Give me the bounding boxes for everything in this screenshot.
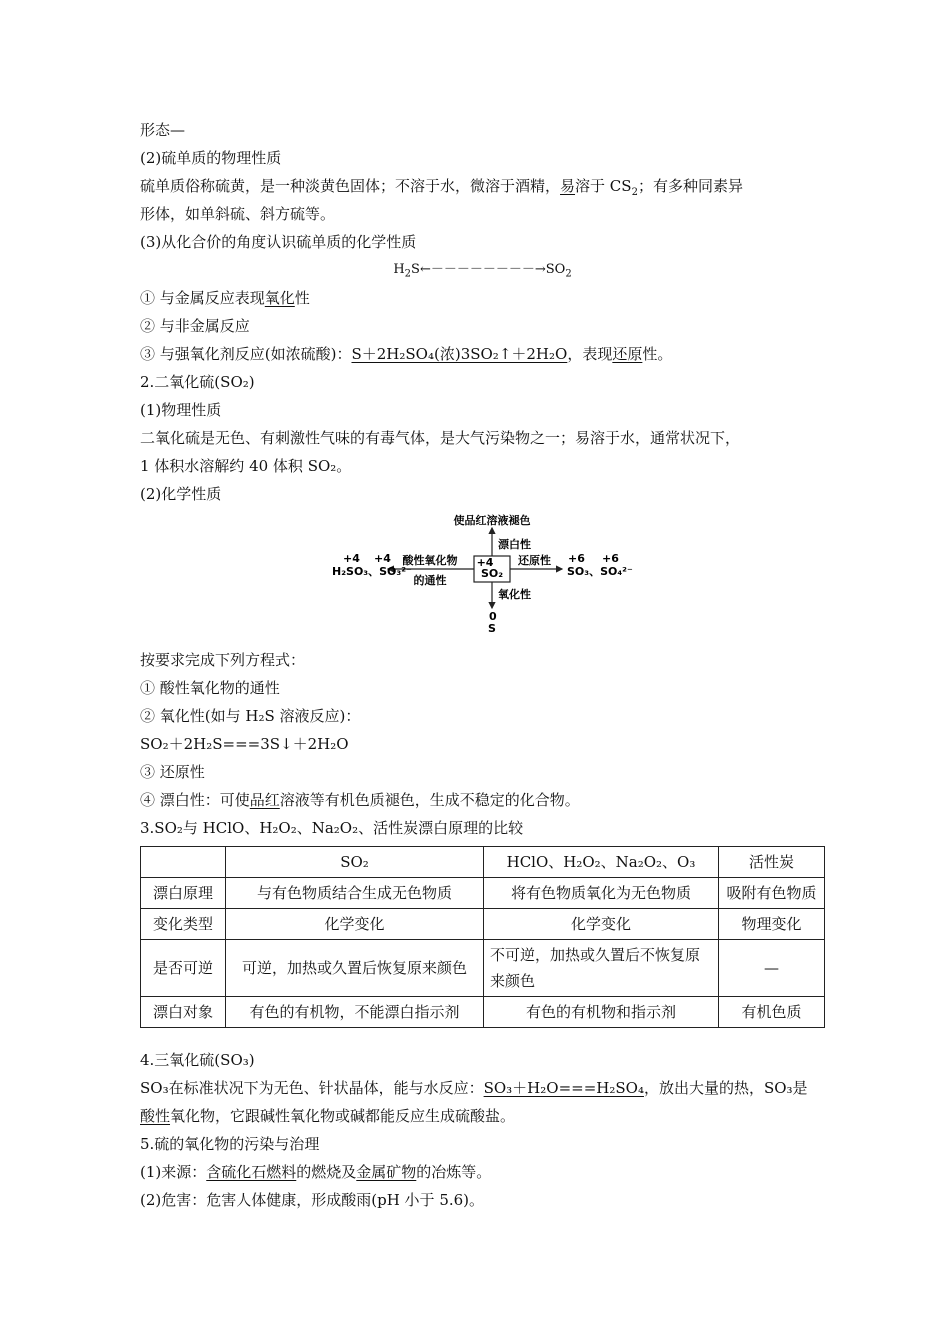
section-heading: 5.硫的氧化物的污染与治理 bbox=[140, 1135, 320, 1153]
table-cell: 化学变化 bbox=[226, 909, 484, 940]
table-cell: 与有色物质结合生成无色物质 bbox=[226, 878, 484, 909]
section-heading: 2.二氧化硫(SO₂) bbox=[140, 373, 255, 391]
text-line bbox=[140, 172, 825, 200]
text-line: 1 体积水溶解约 40 体积 SO₂。 bbox=[140, 457, 352, 475]
acidic-oxide-label: 酸性氧化物 bbox=[402, 554, 458, 567]
text-span: 溶液等有机色质褪色，生成不稳定的化合物。 bbox=[279, 791, 580, 809]
underlined-answer: 含硫化石燃料 bbox=[206, 1163, 297, 1181]
table-cell: 活性炭 bbox=[719, 847, 825, 878]
text-line: 二氧化硫是无色、有刺激性气味的有毒气体，是大气污染物之一；易溶于水，通常状况下， bbox=[140, 429, 741, 447]
valence-arrow bbox=[140, 256, 825, 284]
top-label: 使品红溶液褪色 bbox=[453, 514, 531, 527]
underlined-answer: 还原 bbox=[612, 345, 643, 363]
table-cell: 可逆，加热或久置后恢复原来颜色 bbox=[226, 940, 484, 997]
text-line: (2)危害：危害人体健康，形成酸雨(pH 小于 5.6)。 bbox=[140, 1191, 485, 1209]
subscript: 2 bbox=[404, 268, 412, 280]
text-line bbox=[140, 284, 825, 312]
reducing-label: 还原性 bbox=[518, 554, 551, 567]
subscript: 2 bbox=[565, 268, 572, 280]
underlined-answer: 易 bbox=[560, 177, 576, 195]
underlined-answer: 氧化 bbox=[264, 289, 295, 307]
text-line bbox=[140, 340, 825, 368]
text-span: ，表现 bbox=[567, 345, 613, 363]
oxidation-state: +6 bbox=[602, 552, 619, 565]
document-page bbox=[140, 116, 825, 1214]
bleaching-label: 漂白性 bbox=[498, 538, 531, 551]
table-cell: HClO、H₂O₂、Na₂O₂、O₃ bbox=[484, 847, 719, 878]
bottom-species: S bbox=[488, 622, 496, 635]
section-heading: (2)硫单质的物理性质 bbox=[140, 149, 282, 167]
table-cell bbox=[141, 847, 226, 878]
table-cell: — bbox=[719, 940, 825, 997]
table-cell: 有色的有机物和指示剂 bbox=[484, 997, 719, 1028]
section-heading: 4.三氧化硫(SO₃) bbox=[140, 1051, 255, 1069]
text-span: ③ 与强氧化剂反应(如浓硫酸)： bbox=[140, 345, 352, 363]
section-heading: 3.SO₂与 HClO、H₂O₂、Na₂O₂、活性炭漂白原理的比较 bbox=[140, 819, 524, 837]
oxidation-state: 0 bbox=[489, 610, 497, 623]
underlined-equation: S＋2H₂SO₄(浓)3SO₂↑＋2H₂O bbox=[351, 345, 568, 363]
text-span: ① 与金属反应表现 bbox=[140, 289, 265, 307]
text-line bbox=[140, 1102, 825, 1130]
underlined-answer: 金属矿物 bbox=[356, 1163, 417, 1181]
text-span: 性。 bbox=[642, 345, 673, 363]
text-line: ② 氧化性(如与 H₂S 溶液反应)： bbox=[140, 707, 361, 725]
text-line: 形态— bbox=[140, 121, 186, 139]
oxidation-state: +6 bbox=[568, 552, 585, 565]
table-cell: 有机色质 bbox=[719, 997, 825, 1028]
text-line bbox=[140, 786, 825, 814]
equation-line: SO₂＋2H₂S===3S↓＋2H₂O bbox=[140, 735, 349, 753]
table-row bbox=[141, 909, 825, 940]
text-line: ① 酸性氧化物的通性 bbox=[140, 679, 280, 697]
table-cell: 漂白原理 bbox=[141, 878, 226, 909]
acidic-oxide-label-2: 的通性 bbox=[413, 574, 447, 587]
table-cell: 变化类型 bbox=[141, 909, 226, 940]
text-span: 的燃烧及 bbox=[296, 1163, 357, 1181]
text-span: SO₃在标准状况下为无色、针状晶体，能与水反应： bbox=[140, 1079, 484, 1097]
text-span: H bbox=[393, 262, 405, 277]
text-span: 氧化物，它跟碱性氧化物或碱都能反应生成硫酸盐。 bbox=[170, 1107, 516, 1125]
text-span: 溶于 CS bbox=[575, 177, 632, 195]
underlined-answer: 酸性 bbox=[140, 1107, 171, 1125]
table-cell: 漂白对象 bbox=[141, 997, 226, 1028]
double-arrow: ←－－－－－－－－→ bbox=[419, 262, 546, 277]
text-span: 硫单质俗称硫黄，是一种淡黄色固体；不溶于水，微溶于酒精， bbox=[140, 177, 561, 195]
text-line: 形体，如单斜硫、斜方硫等。 bbox=[140, 205, 336, 223]
table-cell: 化学变化 bbox=[484, 909, 719, 940]
text-line bbox=[140, 1074, 825, 1102]
table-cell: 物理变化 bbox=[719, 909, 825, 940]
text-span: ④ 漂白性：可使 bbox=[140, 791, 250, 809]
text-span: S bbox=[411, 262, 420, 277]
table-cell: 不可逆，加热或久置后不恢复原来颜色 bbox=[484, 940, 719, 997]
table-cell: 吸附有色物质 bbox=[719, 878, 825, 909]
section-heading: (3)从化合价的角度认识硫单质的化学性质 bbox=[140, 233, 417, 251]
text-line: 按要求完成下列方程式： bbox=[140, 651, 306, 669]
so2-property-diagram bbox=[140, 512, 825, 640]
table-cell: SO₂ bbox=[226, 847, 484, 878]
underlined-answer: 品红 bbox=[249, 791, 280, 809]
text-line: ③ 还原性 bbox=[140, 763, 205, 781]
subscript: 2 bbox=[631, 187, 638, 198]
center-species: SO₂ bbox=[480, 567, 504, 580]
text-span: (1)来源： bbox=[140, 1163, 207, 1181]
text-span: 性 bbox=[294, 289, 310, 307]
text-span: ；有多种同素异 bbox=[637, 177, 743, 195]
text-line: ② 与非金属反应 bbox=[140, 317, 250, 335]
underlined-equation: SO₃＋H₂O===H₂SO₄ bbox=[483, 1079, 644, 1097]
right-species: SO₃、SO₄²⁻ bbox=[567, 565, 633, 578]
diagram-svg bbox=[140, 512, 825, 640]
bleaching-comparison-table bbox=[140, 846, 825, 1028]
table-cell: 将有色物质氧化为无色物质 bbox=[484, 878, 719, 909]
table-cell: 是否可逆 bbox=[141, 940, 226, 997]
oxidizing-label: 氧化性 bbox=[498, 588, 531, 601]
section-heading: (2)化学性质 bbox=[140, 485, 222, 503]
table-row bbox=[141, 878, 825, 909]
text-span: SO bbox=[545, 262, 566, 277]
left-species: H₂SO₃、SO₃²⁻ bbox=[332, 565, 412, 578]
section-heading: (1)物理性质 bbox=[140, 401, 222, 419]
oxidation-state: +4 bbox=[476, 556, 494, 569]
text-span: 的冶炼等。 bbox=[416, 1163, 492, 1181]
table-row bbox=[141, 940, 825, 997]
table-cell: 有色的有机物，不能漂白指示剂 bbox=[226, 997, 484, 1028]
text-span: ，放出大量的热，SO₃是 bbox=[643, 1079, 808, 1097]
oxidation-state: +4 bbox=[343, 552, 360, 565]
text-line bbox=[140, 1158, 825, 1186]
oxidation-state: +4 bbox=[374, 552, 391, 565]
table-header-row bbox=[141, 847, 825, 878]
table-row bbox=[141, 997, 825, 1028]
